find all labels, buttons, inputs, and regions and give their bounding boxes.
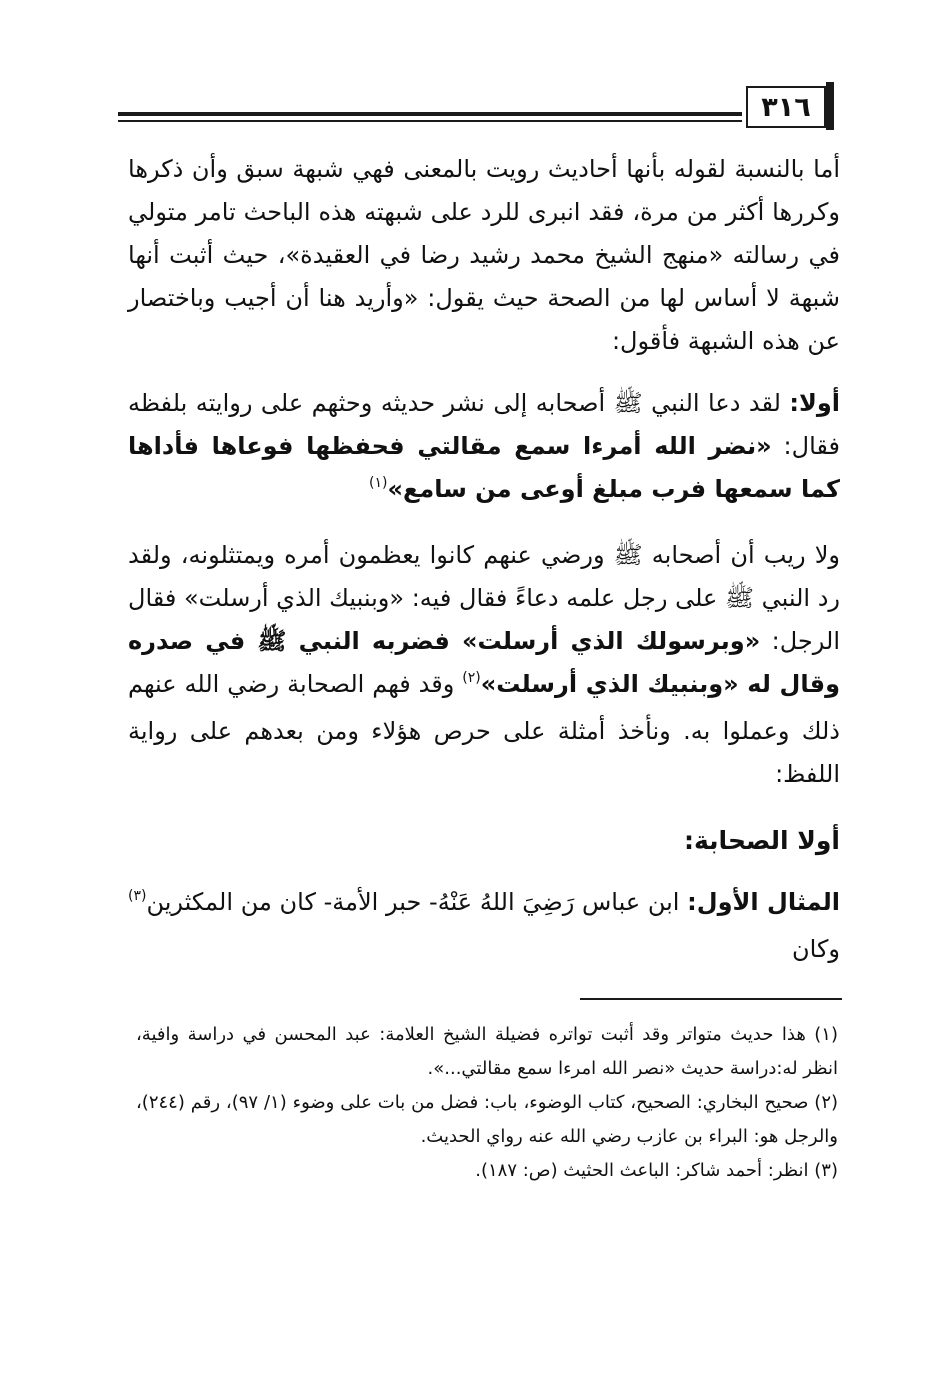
hadith-quote: «نضر الله أمرءا سمع مقالتي فحفظها فوعاها فأداها كما سمعها فرب مبلغ أوعى من سامع» <box>128 432 840 503</box>
footnote-ref-2[interactable]: (٢) <box>462 670 481 686</box>
page-number: ٣١٦ <box>746 86 826 128</box>
header-rule-thin <box>118 120 742 122</box>
paragraph-3 <box>128 534 840 796</box>
paragraph-2-lead: أولا: <box>789 389 840 417</box>
footnote-divider <box>580 998 842 1000</box>
footnote-3: (٣) انظر: أحمد شاكر: الباعث الحثيث (ص: ١٨٧). <box>475 1160 838 1181</box>
section-heading: أولا الصحابة: <box>684 826 840 855</box>
paragraph-2-text: لقد دعا النبي ﷺ أصحابه إلى نشر حديثه وحثهم على روايته بلفظه فقال: <box>128 389 841 460</box>
paragraph-3-text-2: وقد فهم الصحابة رضي الله عنهم ذلك وعملوا به. ونأخذ أمثلة على حرص هؤلاء ومن بعدهم على رواية اللفظ: <box>128 670 840 788</box>
page-header <box>118 82 834 132</box>
footnote-1: (١) هذا حديث متواتر وقد أثبت تواتره فضيلة الشيخ العلامة: عبد المحسن في دراسة وافية، انظر له:دراسة حديث «نصر الله امرءا سمع مقالتي...». <box>136 1024 838 1079</box>
paragraph-4-text-2: وكان <box>792 935 840 963</box>
paragraph-3-text-1: ولا ريب أن أصحابه ﷺ ورضي عنهم كانوا يعظمون أمره ويمتثلونه، ولقد رد النبي ﷺ على رجل علمه دعاءً فقال فيه: «وبنبيك الذي أرسلت» فقال الرجل: <box>128 541 840 655</box>
header-rule-thick <box>118 112 742 116</box>
page-number-shadow <box>826 82 834 130</box>
paragraph-4-text-1: ابن عباس رَضِيَ اللهُ عَنْهُ- حبر الأمة- كان من المكثرين <box>146 888 688 916</box>
footnote-2: (٢) صحيح البخاري: الصحيح، كتاب الوضوء، باب: فضل من بات على وضوء (١/ ٩٧)، رقم (٢٤٤)، والرجل هو: البراء بن عازب رضي الله عنه رواي الحديث. <box>136 1092 839 1147</box>
paragraph-4 <box>128 881 840 971</box>
paragraph-4-lead: المثال الأول: <box>687 888 840 916</box>
footnote-ref-1[interactable]: (١) <box>368 475 388 491</box>
footnotes <box>136 1018 838 1188</box>
paragraph-2 <box>128 382 840 515</box>
footnote-ref-3[interactable]: (٣) <box>128 888 147 904</box>
main-text <box>128 148 840 971</box>
paragraph-3-quote: «وبرسولك الذي أرسلت» فضربه النبي ﷺ في صدره وقال له «وبنبيك الذي أرسلت» <box>128 627 840 698</box>
paragraph-1: أما بالنسبة لقوله بأنها أحاديث رويت بالمعنى فهي شبهة سبق وأن ذكرها وكررها أكثر من مرة، فقد انبرى للرد على شبهته هذه الباحث تامر متولي في رسالته «منهج الشيخ محمد رشيد رضا في العقيدة»، حيث أثبت أنها شبهة لا أساس لها من الصحة حيث يقول: «وأريد هنا أن أجيب وباختصار عن هذه الشبهة فأقول: <box>128 155 840 355</box>
